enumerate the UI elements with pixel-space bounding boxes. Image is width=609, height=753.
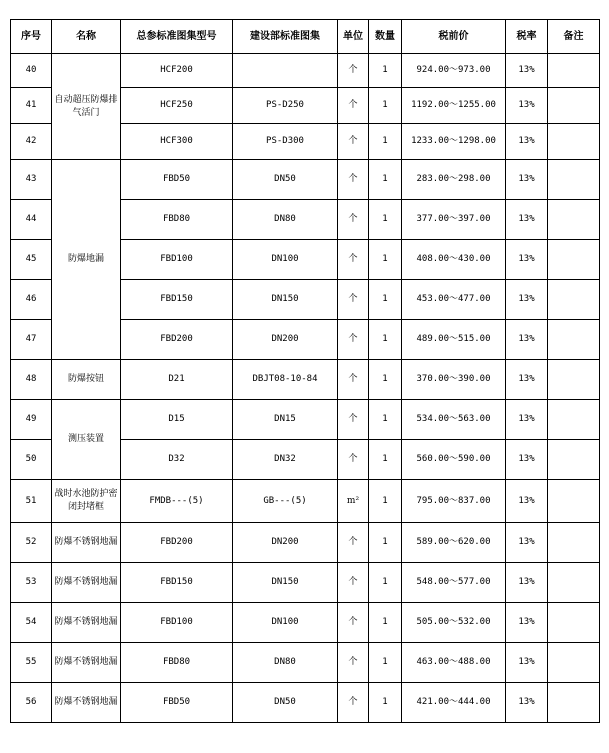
cell-no: 46 <box>11 280 52 320</box>
cell-remark <box>548 320 600 360</box>
cell-name: 防爆不锈钢地漏 <box>52 603 121 643</box>
cell-model: HCF200 <box>121 54 233 88</box>
cell-tax: 13% <box>506 54 548 88</box>
cell-qty: 1 <box>369 54 402 88</box>
cell-price: 463.00～488.00 <box>402 643 506 683</box>
table-row <box>11 603 600 643</box>
cell-name: 战时水池防护密闭封堵框 <box>52 480 121 523</box>
cell-remark <box>548 643 600 683</box>
cell-standard: GB---(5) <box>233 480 338 523</box>
cell-unit: 个 <box>338 400 369 440</box>
cell-name: 防爆不锈钢地漏 <box>52 523 121 563</box>
cell-model: HCF250 <box>121 88 233 124</box>
cell-tax: 13% <box>506 603 548 643</box>
cell-no: 44 <box>11 200 52 240</box>
cell-remark <box>548 563 600 603</box>
cell-price: 505.00～532.00 <box>402 603 506 643</box>
cell-price: 534.00～563.00 <box>402 400 506 440</box>
cell-standard: DN100 <box>233 240 338 280</box>
cell-unit: 个 <box>338 440 369 480</box>
cell-standard: DN50 <box>233 683 338 723</box>
cell-unit: 个 <box>338 603 369 643</box>
cell-qty: 1 <box>369 88 402 124</box>
cell-name: 防爆不锈钢地漏 <box>52 563 121 603</box>
cell-no: 53 <box>11 563 52 603</box>
cell-standard: PS-D250 <box>233 88 338 124</box>
cell-price: 489.00～515.00 <box>402 320 506 360</box>
cell-tax: 13% <box>506 480 548 523</box>
cell-model: FBD100 <box>121 603 233 643</box>
table-row <box>11 360 600 400</box>
cell-no: 52 <box>11 523 52 563</box>
cell-standard: DN15 <box>233 400 338 440</box>
cell-qty: 1 <box>369 563 402 603</box>
cell-remark <box>548 200 600 240</box>
cell-remark <box>548 440 600 480</box>
cell-remark <box>548 240 600 280</box>
cell-remark <box>548 683 600 723</box>
cell-model: FMDB---(5) <box>121 480 233 523</box>
cell-no: 40 <box>11 54 52 88</box>
cell-standard: DN80 <box>233 200 338 240</box>
cell-standard: DN80 <box>233 643 338 683</box>
table-row <box>11 400 600 440</box>
header-tax: 税率 <box>506 20 548 54</box>
cell-standard: DN50 <box>233 160 338 200</box>
cell-price: 589.00～620.00 <box>402 523 506 563</box>
cell-unit: 个 <box>338 523 369 563</box>
cell-unit: 个 <box>338 280 369 320</box>
table-row <box>11 54 600 88</box>
cell-standard: DN100 <box>233 603 338 643</box>
cell-qty: 1 <box>369 523 402 563</box>
cell-name: 防爆按钮 <box>52 360 121 400</box>
header-row <box>11 20 600 54</box>
cell-tax: 13% <box>506 523 548 563</box>
cell-no: 50 <box>11 440 52 480</box>
cell-unit: 个 <box>338 160 369 200</box>
cell-standard: DBJT08-10-84 <box>233 360 338 400</box>
cell-price: 408.00～430.00 <box>402 240 506 280</box>
cell-price: 377.00～397.00 <box>402 200 506 240</box>
cell-tax: 13% <box>506 200 548 240</box>
cell-remark <box>548 88 600 124</box>
cell-tax: 13% <box>506 160 548 200</box>
cell-no: 43 <box>11 160 52 200</box>
cell-model: FBD150 <box>121 563 233 603</box>
header-model: 总参标准图集型号 <box>121 20 233 54</box>
cell-unit: 个 <box>338 88 369 124</box>
cell-unit: 个 <box>338 240 369 280</box>
cell-name: 防爆不锈钢地漏 <box>52 643 121 683</box>
cell-qty: 1 <box>369 603 402 643</box>
table-row <box>11 480 600 523</box>
cell-no: 47 <box>11 320 52 360</box>
cell-remark <box>548 603 600 643</box>
cell-unit: m² <box>338 480 369 523</box>
table-row <box>11 160 600 200</box>
cell-model: FBD50 <box>121 160 233 200</box>
cell-no: 45 <box>11 240 52 280</box>
cell-unit: 个 <box>338 54 369 88</box>
cell-tax: 13% <box>506 280 548 320</box>
table-row <box>11 563 600 603</box>
cell-model: FBD50 <box>121 683 233 723</box>
cell-tax: 13% <box>506 360 548 400</box>
cell-remark <box>548 124 600 160</box>
header-no: 序号 <box>11 20 52 54</box>
cell-qty: 1 <box>369 124 402 160</box>
header-price: 税前价 <box>402 20 506 54</box>
cell-tax: 13% <box>506 240 548 280</box>
cell-qty: 1 <box>369 200 402 240</box>
cell-unit: 个 <box>338 320 369 360</box>
cell-model: FBD150 <box>121 280 233 320</box>
cell-tax: 13% <box>506 563 548 603</box>
cell-unit: 个 <box>338 360 369 400</box>
cell-unit: 个 <box>338 124 369 160</box>
cell-price: 924.00～973.00 <box>402 54 506 88</box>
cell-qty: 1 <box>369 643 402 683</box>
cell-model: FBD80 <box>121 643 233 683</box>
header-remark: 备注 <box>548 20 600 54</box>
cell-no: 42 <box>11 124 52 160</box>
header-standard: 建设部标准图集 <box>233 20 338 54</box>
cell-model: D15 <box>121 400 233 440</box>
cell-qty: 1 <box>369 360 402 400</box>
cell-tax: 13% <box>506 683 548 723</box>
cell-price: 1192.00～1255.00 <box>402 88 506 124</box>
cell-qty: 1 <box>369 320 402 360</box>
cell-standard <box>233 54 338 88</box>
cell-price: 795.00～837.00 <box>402 480 506 523</box>
cell-name: 自动超压防爆排气活门 <box>52 54 121 160</box>
cell-model: FBD200 <box>121 320 233 360</box>
cell-standard: PS-D300 <box>233 124 338 160</box>
cell-remark <box>548 360 600 400</box>
cell-model: FBD100 <box>121 240 233 280</box>
cell-unit: 个 <box>338 643 369 683</box>
cell-remark <box>548 160 600 200</box>
cell-unit: 个 <box>338 683 369 723</box>
cell-price: 548.00～577.00 <box>402 563 506 603</box>
cell-price: 560.00～590.00 <box>402 440 506 480</box>
header-name: 名称 <box>52 20 121 54</box>
cell-qty: 1 <box>369 480 402 523</box>
cell-model: D21 <box>121 360 233 400</box>
cell-model: D32 <box>121 440 233 480</box>
header-qty: 数量 <box>369 20 402 54</box>
cell-qty: 1 <box>369 160 402 200</box>
cell-price: 421.00～444.00 <box>402 683 506 723</box>
cell-tax: 13% <box>506 124 548 160</box>
cell-name: 防爆不锈钢地漏 <box>52 683 121 723</box>
cell-no: 55 <box>11 643 52 683</box>
cell-remark <box>548 54 600 88</box>
cell-no: 51 <box>11 480 52 523</box>
cell-price: 370.00～390.00 <box>402 360 506 400</box>
cell-remark <box>548 523 600 563</box>
cell-no: 48 <box>11 360 52 400</box>
cell-standard: DN32 <box>233 440 338 480</box>
cell-name: 防爆地漏 <box>52 160 121 360</box>
header-unit: 单位 <box>338 20 369 54</box>
cell-qty: 1 <box>369 683 402 723</box>
cell-model: FBD80 <box>121 200 233 240</box>
cell-qty: 1 <box>369 440 402 480</box>
cell-remark <box>548 480 600 523</box>
cell-no: 56 <box>11 683 52 723</box>
cell-price: 1233.00～1298.00 <box>402 124 506 160</box>
cell-model: HCF300 <box>121 124 233 160</box>
cell-qty: 1 <box>369 400 402 440</box>
cell-no: 54 <box>11 603 52 643</box>
cell-price: 283.00～298.00 <box>402 160 506 200</box>
cell-standard: DN200 <box>233 523 338 563</box>
cell-price: 453.00～477.00 <box>402 280 506 320</box>
cell-standard: DN150 <box>233 280 338 320</box>
cell-unit: 个 <box>338 563 369 603</box>
table-row <box>11 643 600 683</box>
cell-tax: 13% <box>506 320 548 360</box>
cell-name: 测压装置 <box>52 400 121 480</box>
cell-tax: 13% <box>506 88 548 124</box>
cell-unit: 个 <box>338 200 369 240</box>
cell-standard: DN150 <box>233 563 338 603</box>
table-row <box>11 523 600 563</box>
cell-qty: 1 <box>369 240 402 280</box>
cell-remark <box>548 400 600 440</box>
cell-standard: DN200 <box>233 320 338 360</box>
cell-qty: 1 <box>369 280 402 320</box>
cell-remark <box>548 280 600 320</box>
cell-tax: 13% <box>506 440 548 480</box>
cell-no: 49 <box>11 400 52 440</box>
table-row <box>11 683 600 723</box>
cell-no: 41 <box>11 88 52 124</box>
price-table <box>10 19 600 723</box>
cell-tax: 13% <box>506 400 548 440</box>
cell-model: FBD200 <box>121 523 233 563</box>
cell-tax: 13% <box>506 643 548 683</box>
